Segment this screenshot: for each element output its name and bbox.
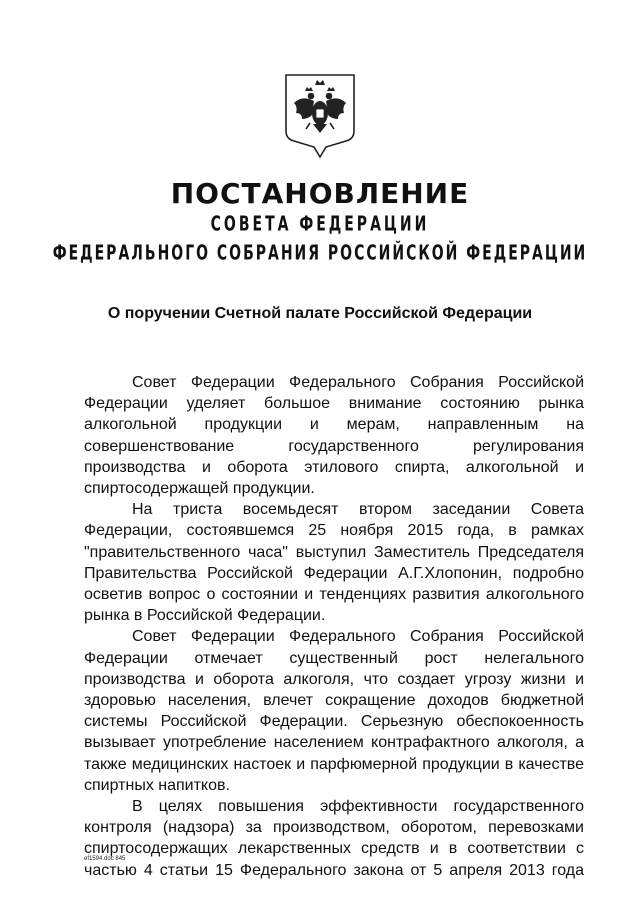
document-title: ПОСТАНОВЛЕНИЕ xyxy=(170,177,470,210)
paragraph-1: Совет Федерации Федерального Собрания Российской Федерации уделяет большое внимание состоянию рынка алкогольной продукции и мерам, направленным на совершенствование государственного регулирования производства и оборота этилового спирта, алкогольной и спиртосодержащей продукции. xyxy=(84,374,584,498)
paragraph-4: В целях повышения эффективности государственного контроля (надзора) за производством, оборотом, перевозками спиртосодержащих лекарственных средств и в соответствии с частью 4 статьи 15 Федерального закона от 5 апреля 2013 года xyxy=(84,798,584,879)
document-body xyxy=(84,372,584,881)
document-subtitle-line1: СОВЕТА ФЕДЕРАЦИИ xyxy=(210,213,430,237)
document-subtitle-line2: ФЕДЕРАЛЬНОГО СОБРАНИЯ РОССИЙСКОЙ ФЕДЕРАЦИИ xyxy=(52,242,588,266)
document-heading: О поручении Счетной палате Российской Федерации xyxy=(107,305,533,322)
paragraph-3: Совет Федерации Федерального Собрания Российской Федерации отмечает существенный рост нелегального производства и оборота алкоголя, что создает угрозу жизни и здоровью населения, влечет сокращение доходов бюджетной системы Российской Федерации. Серьезную обеспокоенность вызывает употребление населением контрафактного алкоголя, а также медицинских настоек и парфюмерной продукции в качестве спиртных напитков. xyxy=(84,628,584,794)
paragraph-2: На триста восемьдесят втором заседании Совета Федерации, состоявшемся 25 ноября 2015 года, в рамках "правительственного часа" выступил Заместитель Председателя Правительства Российской Федерации А.Г.Хлопонин, подробно осветив вопрос о состоянии и тенденциях развития алкогольного рынка в Российской Федерации. xyxy=(84,501,584,625)
document-footer-code: ef1594.doc 845 xyxy=(84,856,126,862)
coat-of-arms-icon xyxy=(280,73,360,159)
